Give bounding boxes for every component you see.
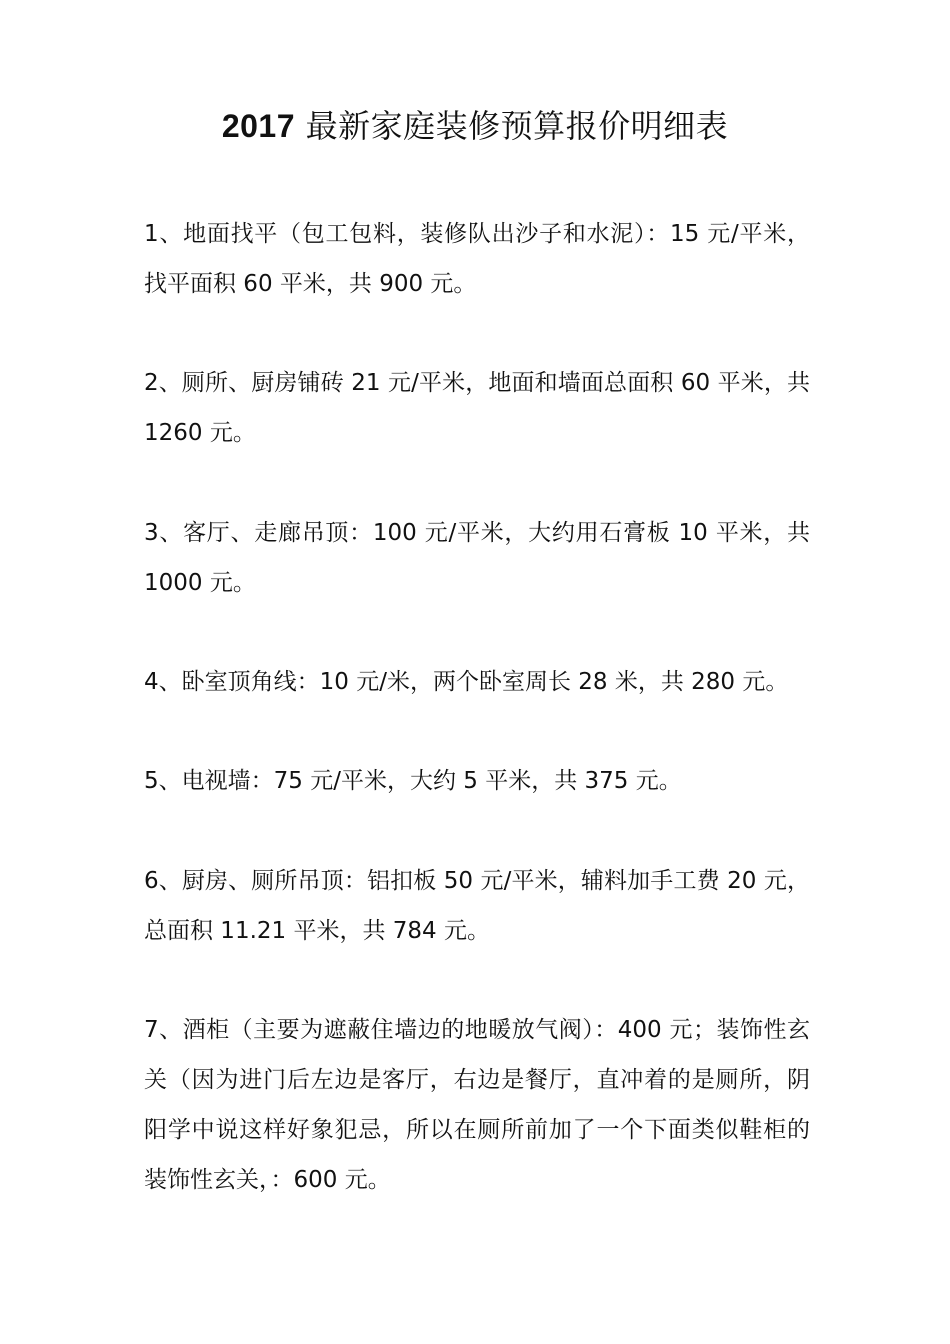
budget-item-3: 3、客厅、走廊吊顶：100 元/平米，大约用石膏板 10 平米，共 1000 元。 [144, 520, 810, 596]
budget-item-2: 2、厕所、厨房铺砖 21 元/平米，地面和墙面总面积 60 平米，共 1260 元。 [144, 370, 810, 446]
budget-item-1: 1、地面找平（包工包料，装修队出沙子和水泥）：15 元/平米，找平面积 60 平米，共 900 元。 [144, 221, 810, 297]
budget-item-6: 6、厨房、厕所吊顶：铝扣板 50 元/平米，辅料加手工费 20 元，总面积 11.21 平米，共 784 元。 [144, 868, 810, 944]
title-year: 2017 [221, 108, 295, 144]
document-title [0, 104, 950, 148]
budget-item-7: 7、酒柜（主要为遮蔽住墙边的地暖放气阀）：400 元；装饰性玄关（因为进门后左边是客厅，右边是餐厅，直冲着的是厕所，阴阳学中说这样好象犯忌，所以在厕所前加了一个下面类似鞋柜的装饰性玄关，：600 元。 [144, 1017, 810, 1193]
budget-item-4: 4、卧室顶角线：10 元/米，两个卧室周长 28 米，共 280 元。 [144, 669, 789, 695]
title-text: 最新家庭装修预算报价明细表 [295, 107, 729, 145]
budget-item-5: 5、电视墙：75 元/平米，大约 5 平米，共 375 元。 [144, 768, 682, 794]
